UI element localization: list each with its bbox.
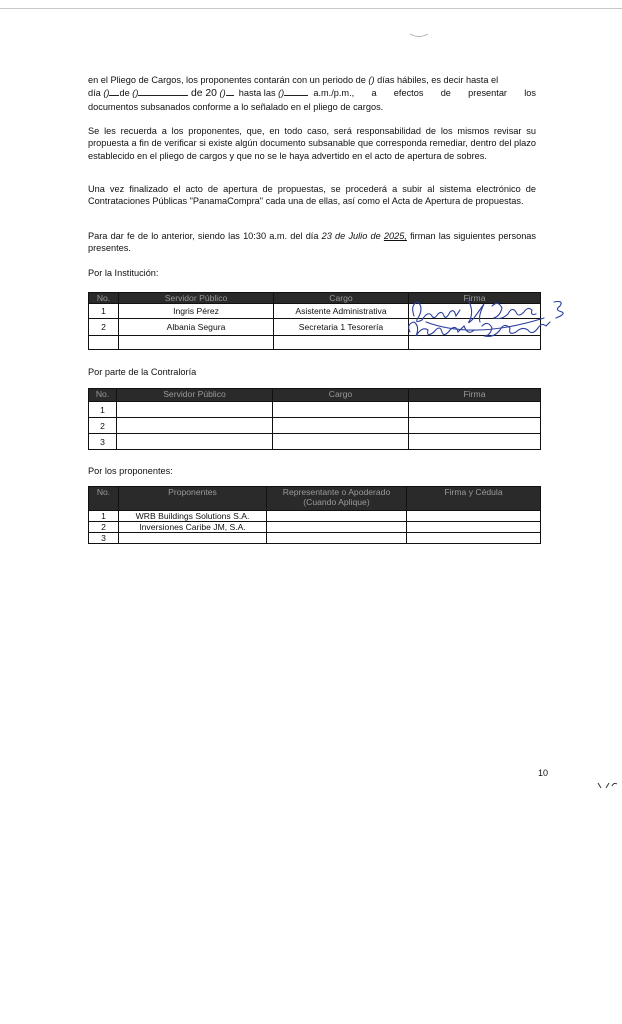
table-row: 1 Ingris Pérez Asistente Administrativa xyxy=(89,304,541,319)
col-header-firma: Firma xyxy=(409,389,541,402)
paragraph-deadline-line3: documentos subsanados conforme a lo señalado en el pliego de cargos. xyxy=(88,101,384,112)
proponentes-table xyxy=(88,486,541,544)
table-row: 3 xyxy=(89,533,541,544)
col-header-no: No. xyxy=(89,293,119,304)
page-number: 10 xyxy=(538,768,549,778)
col-header-representante: Representante o Apoderado (Cuando Aplique) xyxy=(267,487,407,511)
blank-line xyxy=(138,86,188,96)
contraloria-table xyxy=(88,388,541,450)
paragraph-deadline-line1: en el Pliego de Cargos, los proponentes contarán con un periodo de () días hábiles, es decir hasta el xyxy=(88,75,499,85)
label-contraloria: Por parte de la Contraloría xyxy=(88,367,197,377)
table-row: 2 Inversiones Caribe JM, S.A. xyxy=(89,522,541,533)
scan-artifact-mark-right xyxy=(596,780,618,790)
top-scan-line xyxy=(0,8,622,9)
blank-line xyxy=(284,86,308,96)
table-row: 3 xyxy=(89,434,541,450)
col-header-cargo: Cargo xyxy=(273,389,409,402)
table-header-row xyxy=(89,389,541,402)
paragraph-panamacompra: Una vez finalizado el acto de apertura de propuestas, se procederá a subir al sistema electrónico de Contrataciones Públicas "PanamaCompra" cada una de ellas, así como el Acta de Apertura de propuestas. xyxy=(88,184,536,207)
table-row: 1 xyxy=(89,402,541,418)
paragraph-deadline-line2: día () de () de 20 () hasta las () a.m./p.m., a efectos de presentar los xyxy=(88,88,536,100)
paragraph-attestation: Para dar fe de lo anterior, siendo las 10:30 a.m. del día 23 de Julio de 2025, firman las siguientes personas presentes. xyxy=(88,231,537,254)
col-header-no: No. xyxy=(89,487,119,511)
scan-artifact-mark xyxy=(408,32,430,40)
col-header-servidor: Servidor Público xyxy=(119,293,274,304)
blank-line xyxy=(226,86,234,96)
col-header-servidor: Servidor Público xyxy=(117,389,273,402)
paragraph-responsibility: Se les recuerda a los proponentes, que, en todo caso, será responsabilidad de los mismos revisar su propuesta a fin de verificar si existe algún documento subsanable que corresponda remediar, dentro del plazo establecido en el pliego de cargos y que no se le haya advertido en el acto de apertura de sobres. xyxy=(88,126,536,161)
table-row: 1 WRB Buildings Solutions S.A. xyxy=(89,511,541,522)
label-proponentes: Por los proponentes: xyxy=(88,466,173,476)
col-header-firma-cedula: Firma y Cédula xyxy=(407,487,541,511)
col-header-proponentes: Proponentes xyxy=(119,487,267,511)
table-header-row xyxy=(89,487,541,511)
col-header-firma: Firma xyxy=(409,293,541,304)
table-row: 2 xyxy=(89,418,541,434)
col-header-no: No. xyxy=(89,389,117,402)
col-header-cargo: Cargo xyxy=(274,293,409,304)
blank-line xyxy=(109,86,119,96)
handwritten-signatures xyxy=(404,296,570,344)
table-row: 2 Albania Segura Secretaria 1 Tesorería xyxy=(89,319,541,336)
paragraph-deadline xyxy=(88,74,536,113)
label-institucion: Por la Institución: xyxy=(88,268,159,278)
